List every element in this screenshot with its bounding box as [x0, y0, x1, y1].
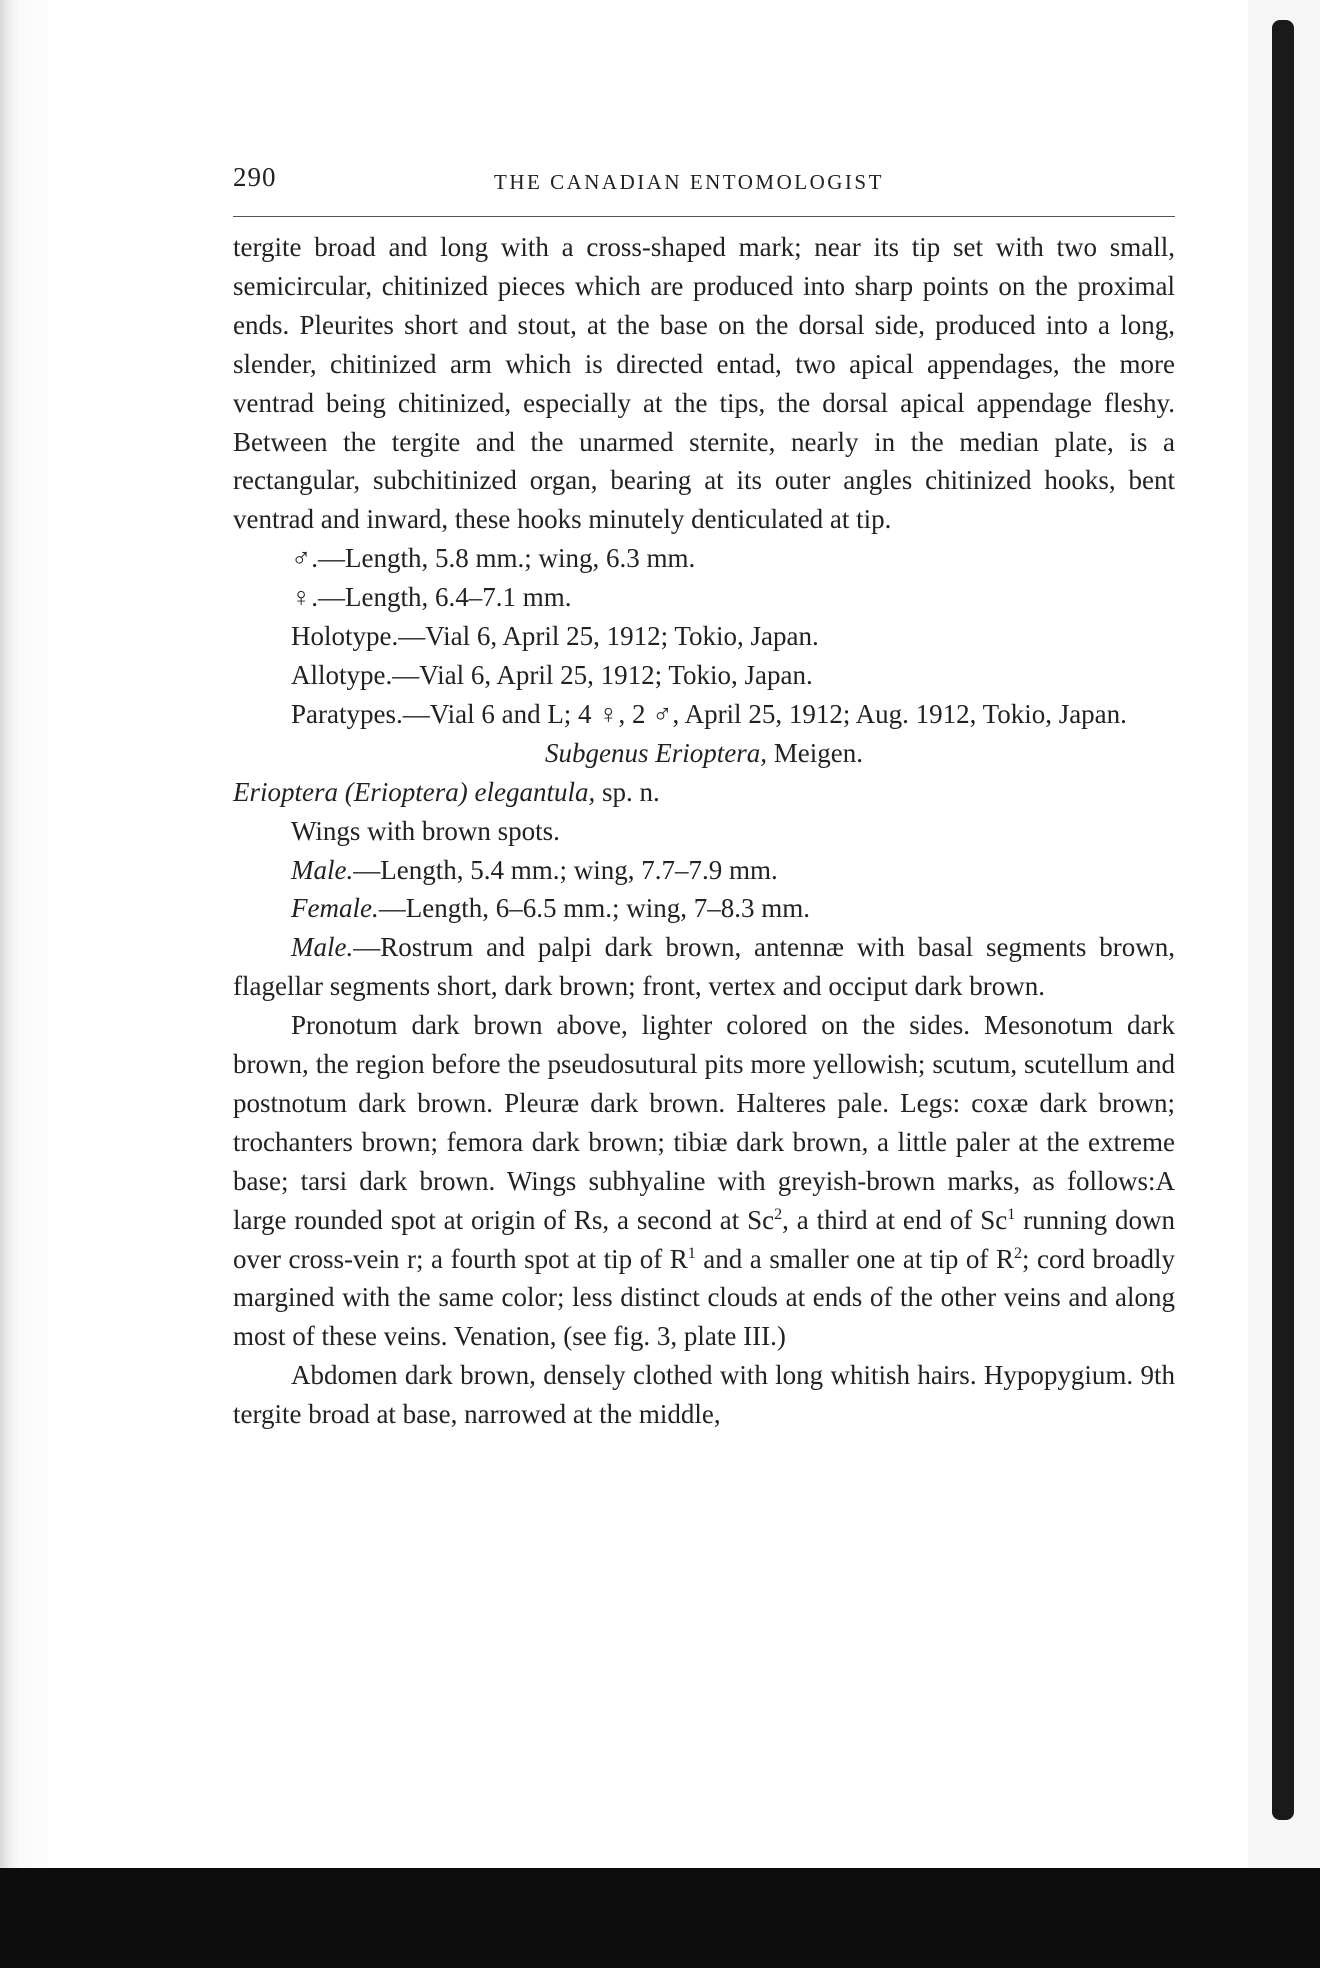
continued-paragraph: tergite broad and long with a cross-shaped mark; near its tip set with two small, semicircular, chitinized pieces which are produced into sharp points on the proximal ends. Pleurites short and stout, at the base on the dorsal side, produced into a long, slender, chitinized arm which is directed entad, two apical appendages, the more ventrad being chitinized, especially at the tips, the dorsal apical appendage fleshy. Between the tergite and the unarmed sternite, nearly in the median plate, is a rectangular, subchitinized organ, bearing at its outer angles chitinized hooks, bent ventrad and inward, these hooks minutely denticulated at tip. — [233, 232, 1175, 535]
female-size-paragraph — [233, 889, 1175, 928]
page-body — [233, 228, 1175, 1434]
scan-binding-shadow — [1272, 20, 1294, 1820]
superscript: 1 — [1007, 1205, 1016, 1223]
holotype-record: Holotype.—Vial 6, April 25, 1912; Tokio, Japan. — [291, 621, 819, 652]
male-label-description: Male. — [291, 932, 354, 963]
superscript: 2 — [774, 1205, 783, 1223]
male-size-paragraph — [233, 851, 1175, 890]
wings-short-diagnosis: Wings with brown spots. — [291, 815, 560, 846]
thorax-text-a: Pronotum dark brown above, lighter colored on the sides. Mesonotum dark brown, the region before the pseudosutural pits more yellowish; scutum, scutellum and postnotum dark brown. Pleuræ dark brown. Halteres pale. Legs: coxæ dark brown; trochanters brown; femora dark brown; tibiæ dark brown, a little paler at the extreme base; tarsi dark brown. Wings subhyaline with greyish-brown marks, as follows:A large rounded spot at origin of Rs, a second at Sc — [233, 1010, 1175, 1235]
abdomen-paragraph: Abdomen dark brown, densely clothed with long whitish hairs. Hypopygium. 9th tergite broad at base, narrowed at the middle, — [233, 1360, 1175, 1430]
subgenus-name: Subgenus Erioptera, — [545, 737, 767, 768]
allotype-record: Allotype.—Vial 6, April 25, 1912; Tokio, Japan. — [291, 659, 813, 690]
male-description: —Rostrum and palpi dark brown, antennæ with basal segments brown, flagellar segments short, dark brown; front, vertex and occiput dark brown. — [233, 932, 1175, 1002]
thorax-text-d: and a smaller one at tip of R — [695, 1243, 1014, 1274]
thorax-text-e: ; cord broadly margined with the same color; less distinct clouds at ends of the other veins and along most of these veins. Venation, (see fig. 3, plate III.) — [233, 1243, 1175, 1352]
thorax-text-c: running down over cross-vein r; a fourth spot at tip of R — [233, 1204, 1175, 1274]
thorax-wings-paragraph — [233, 1006, 1175, 1356]
page-number: 290 — [233, 162, 277, 192]
paratypes-record: Paratypes.—Vial 6 and L; 4 ♀, 2 ♂, April 25, 1912; Aug. 1912, Tokio, Japan. — [291, 698, 1127, 729]
male-label: Male. — [291, 854, 354, 885]
male-measurements: ♂.—Length, 5.8 mm.; wing, 6.3 mm. — [291, 543, 696, 574]
running-head: THE CANADIAN ENTOMOLOGIST — [494, 170, 884, 194]
thorax-text-b: , a third at end of Sc — [782, 1204, 1008, 1235]
male-size: —Length, 5.4 mm.; wing, 7.7–7.9 mm. — [353, 854, 778, 885]
subgenus-author: Meigen. — [767, 737, 863, 768]
subgenus-heading — [233, 734, 1175, 773]
superscript: 1 — [687, 1244, 696, 1262]
male-description-paragraph — [233, 928, 1175, 1006]
female-label: Female. — [291, 893, 379, 924]
female-size: —Length, 6–6.5 mm.; wing, 7–8.3 mm. — [378, 893, 810, 924]
superscript: 2 — [1013, 1244, 1022, 1262]
scan-bottom-edge — [0, 1868, 1320, 1968]
female-measurements: ♀.—Length, 6.4–7.1 mm. — [291, 582, 572, 613]
scan-left-edge — [0, 0, 48, 1968]
header-rule — [233, 216, 1175, 217]
species-name: Erioptera (Erioptera) elegantula, — [233, 776, 596, 807]
species-heading — [233, 773, 1175, 812]
species-note: sp. n. — [595, 776, 660, 807]
